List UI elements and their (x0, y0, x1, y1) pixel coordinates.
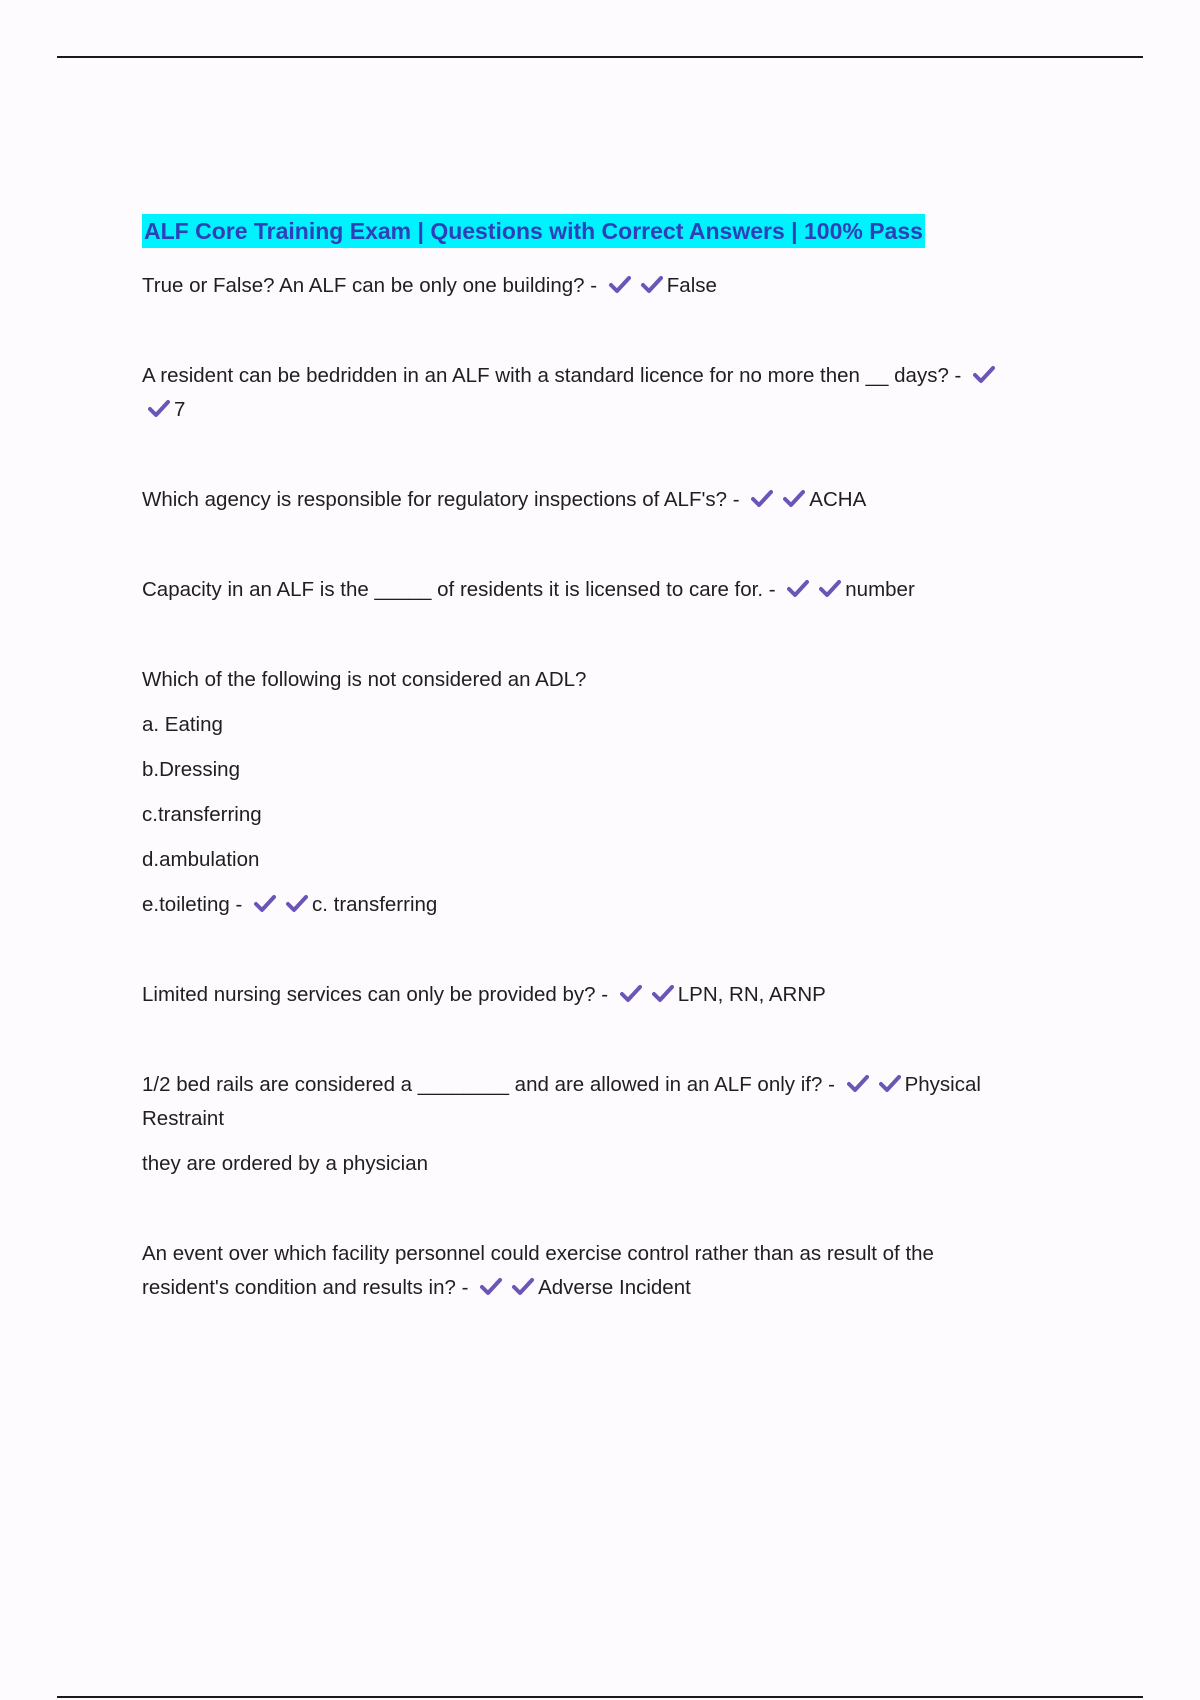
qa-item (142, 269, 1042, 303)
question-text: Capacity in an ALF is the _____ of residents it is licensed to care for. - (142, 578, 776, 601)
question-text: An event over which facility personnel could exercise control rather than as result of the resident's condition and results in? - (142, 1242, 934, 1299)
question-text: Limited nursing services can only be provided by? - (142, 983, 609, 1006)
checkmark-icon (620, 984, 642, 1004)
checkmark-icon (609, 275, 631, 295)
qa-item (142, 573, 1042, 607)
qa-item-multiple-choice (142, 663, 1042, 922)
answer-text: number (845, 578, 915, 601)
checkmark-icon (787, 579, 809, 599)
checkmark-icon (783, 489, 805, 509)
checkmark-icon (148, 399, 170, 419)
answer-text: Physical Restraint (142, 1073, 981, 1130)
checkmark-icon (751, 489, 773, 509)
answer-text: ACHA (809, 488, 867, 511)
qa-item (142, 483, 1042, 517)
qa-item (142, 359, 1022, 427)
checkmark-icon (879, 1074, 901, 1094)
checkmark-icon (254, 894, 276, 914)
answer-text: Adverse Incident (538, 1276, 691, 1299)
checkmark-icon (652, 984, 674, 1004)
option-text: b.Dressing (142, 758, 240, 781)
checkmark-icon (847, 1074, 869, 1094)
question-line (142, 1068, 1022, 1136)
checkmark-icon (286, 894, 308, 914)
question-text: 1/2 bed rails are considered a ________ and are allowed in an ALF only if? - (142, 1073, 835, 1096)
question-text: Which of the following is not considered an ADL? (142, 668, 587, 691)
answer-text: LPN, RN, ARNP (677, 983, 826, 1006)
answer-extra-text: they are ordered by a physician (142, 1152, 429, 1175)
qa-item (142, 978, 1042, 1012)
last-option-text: e.toileting - (142, 893, 243, 916)
option-text (142, 888, 1042, 922)
checkmark-icon (512, 1277, 534, 1297)
checkmark-icon (819, 579, 841, 599)
footer-rule (57, 1696, 1143, 1698)
checkmark-icon (480, 1277, 502, 1297)
checkmark-icon (973, 365, 995, 385)
answer-text: False (666, 274, 717, 297)
answer-text: 7 (174, 398, 186, 421)
qa-item (142, 1237, 1002, 1305)
option-text: d.ambulation (142, 848, 260, 871)
question-text: Which agency is responsible for regulatory inspections of ALF's? - (142, 488, 740, 511)
checkmark-icon (641, 275, 663, 295)
option-text: c.transferring (142, 803, 262, 826)
document-title: ALF Core Training Exam | Questions with Correct Answers | 100% Pass (142, 214, 925, 248)
header-rule (57, 56, 1143, 58)
question-text: A resident can be bedridden in an ALF with a standard licence for no more then __ days? - (142, 364, 962, 387)
document-body (142, 214, 1042, 1305)
qa-item (142, 1068, 1042, 1181)
answer-text: c. transferring (311, 893, 438, 916)
option-text: a. Eating (142, 713, 223, 736)
question-text: True or False? An ALF can be only one building? - (142, 274, 598, 297)
